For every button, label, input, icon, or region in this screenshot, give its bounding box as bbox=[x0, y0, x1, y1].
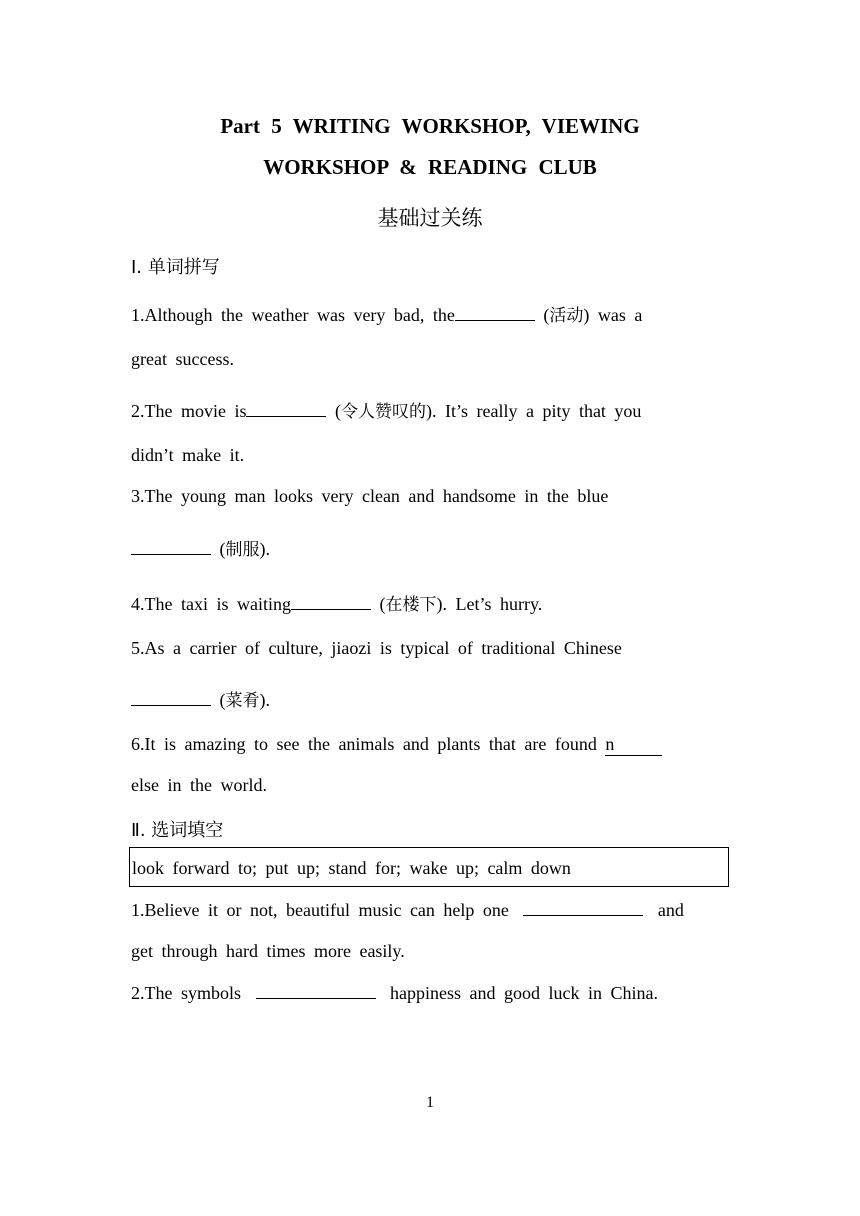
chinese-hint: 活动 bbox=[549, 306, 584, 326]
question-text: 6.It is amazing to see the animals and plants that are found bbox=[131, 734, 606, 754]
question-text: ). bbox=[259, 690, 270, 710]
question-text: happiness and good luck in China. bbox=[390, 983, 658, 1003]
answer-blank[interactable] bbox=[605, 734, 662, 756]
subtitle: 基础过关练 bbox=[377, 206, 483, 230]
chinese-hint: 在楼下 bbox=[385, 595, 437, 615]
section-heading-fill: Ⅱ. 选词填空 bbox=[131, 820, 224, 841]
question-text: and bbox=[657, 900, 684, 920]
answer-blank[interactable] bbox=[455, 306, 535, 321]
chinese-hint: 制服 bbox=[225, 540, 260, 560]
question-text: ) was a bbox=[583, 305, 643, 325]
hint-letter: n bbox=[605, 734, 615, 754]
fill-question-1-line-1 bbox=[131, 900, 684, 921]
question-text: 4.The taxi is waiting bbox=[131, 594, 291, 614]
phrase-list: look forward to; put up; stand for; wake up; calm down bbox=[132, 858, 571, 878]
question-3-line-1: 3.The young man looks very clean and handsome in the blue bbox=[131, 486, 609, 506]
question-text: 2.The symbols bbox=[131, 983, 241, 1003]
section-heading-spelling: Ⅰ. 单词拼写 bbox=[131, 257, 220, 278]
chinese-hint: 菜肴 bbox=[225, 691, 260, 711]
question-text: 1.Believe it or not, beautiful music can help one bbox=[131, 900, 509, 920]
question-text: ). Let’s hurry. bbox=[436, 594, 543, 614]
fill-question-2-line-1 bbox=[131, 983, 658, 1004]
question-1-line-2: great success. bbox=[131, 349, 234, 369]
question-5-line-2 bbox=[131, 686, 270, 711]
phrase-box bbox=[129, 847, 729, 887]
question-6-line-1 bbox=[131, 734, 662, 756]
question-2-line-2: didn’t make it. bbox=[131, 445, 245, 465]
paren-open: ( bbox=[534, 305, 550, 325]
paren-open: ( bbox=[211, 690, 226, 710]
chinese-hint: 令人赞叹的 bbox=[340, 402, 426, 422]
answer-blank[interactable] bbox=[246, 402, 326, 417]
question-3-line-2 bbox=[131, 535, 270, 560]
answer-blank[interactable] bbox=[523, 901, 643, 916]
answer-blank[interactable] bbox=[131, 540, 211, 555]
paren-open: ( bbox=[370, 594, 386, 614]
question-text: ). bbox=[259, 539, 270, 559]
answer-blank[interactable] bbox=[291, 595, 371, 610]
answer-blank[interactable] bbox=[256, 984, 376, 999]
question-2-line-1 bbox=[131, 397, 641, 422]
question-text: 1.Although the weather was very bad, the bbox=[131, 305, 455, 325]
paren-open: ( bbox=[326, 401, 341, 421]
question-5-line-1: 5.As a carrier of culture, jiaozi is typical of traditional Chinese bbox=[131, 638, 622, 658]
question-text: ). It’s really a pity that you bbox=[425, 401, 642, 421]
fill-question-1-line-2: get through hard times more easily. bbox=[131, 941, 405, 961]
page-number: 1 bbox=[426, 1094, 434, 1111]
answer-blank[interactable] bbox=[131, 691, 211, 706]
question-text: 2.The movie is bbox=[131, 401, 247, 421]
question-4-line-1 bbox=[131, 590, 542, 615]
question-6-line-2: else in the world. bbox=[131, 775, 267, 795]
title-line-2: WORKSHOP & READING CLUB bbox=[263, 155, 597, 179]
question-1-line-1 bbox=[131, 301, 642, 326]
paren-open: ( bbox=[211, 539, 226, 559]
title-line-1: Part 5 WRITING WORKSHOP, VIEWING bbox=[220, 114, 640, 138]
